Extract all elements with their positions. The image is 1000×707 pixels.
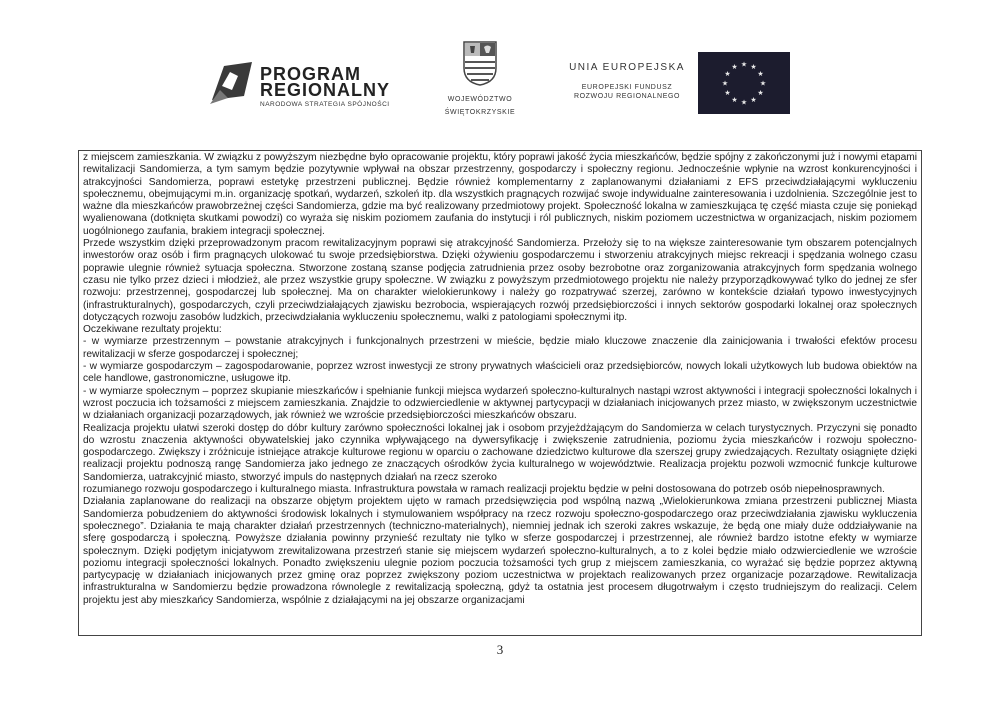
document-text-frame: [78, 150, 922, 636]
eu-star-icon: ★: [757, 89, 764, 97]
eu-star-icon: ★: [724, 89, 731, 97]
page-number: 3: [496, 642, 504, 657]
eu-star-icon: ★: [731, 96, 738, 104]
paragraph: Realizacja projektu ułatwi szeroki dostęp do dóbr kultury zarówno społeczności lokalnej jak i osobom przyjeżdżającym do Sandomierza w celach turystycznych. Przyczyni się ponadto do wzrostu znaczenia aktywności obywatelskiej jako czynnika wpływającego na dywersyfikację i zwiększenie zatrudnienia, poziomu życia mieszkańców i rozwoju społeczno- gospodarczego. Zwiększy i zróżnicuje istniejące atrakcje kulturowe regionu w oparciu o zachowane dziedzictwo kulturowe dla szerszej grupy zwiedzających. Rezultaty osiągnięte dzięki realizacji projektu podnoszą rangę Sandomierza jako jednego ze znaczących ośrodków życia kulturalnego w województwie. Realizacja projektu pozwoli wzmocnić funkcje kulturowe Sandomierza, uatrakcyjnić miasto, stworzyć impuls do następnych działań na rzecz szeroko: [83, 422, 917, 483]
paragraph: - w wymiarze przestrzennym – powstanie atrakcyjnych i funkcjonalnych przestrzeni w mieście, będzie miało kluczowe znaczenie dla zainicjowania i trwałości efektów procesu rewitalizacji w sferze gospodarczej i społecznej;: [83, 336, 917, 360]
eu-star-icon: ★: [740, 60, 748, 69]
eu-star-icon: ★: [721, 79, 729, 88]
program-regionalny-logo-icon: [208, 60, 254, 106]
program-title-line2: REGIONALNY: [260, 80, 391, 100]
eu-star-icon: ★: [759, 79, 767, 88]
eu-fund-line2: ROZWOJU REGIONALNEGO: [573, 93, 681, 100]
paragraph: Działania zaplanowane do realizacji na obszarze objętym projektem ujęto w ramach przedsięwzięcia pod wspólną nazwą „Wielokierunkowa zmiana przestrzeni publicznej Miasta Sandomierza pobudzeniem do aktywności środowisk lokalnych i stymulowaniem współpracy na rzecz rozwoju społeczno-gospodarczego oraz przeciwdziałania zjawisku wykluczenia społecznego”. Działania te mają charakter działań przestrzennych (techniczno-materialnych), niemniej jednak ich szeroki zakres wskazuje, że będą one miały duże oddziaływanie na sferę gospodarczą i społeczną. Powyższe działania powinny przynieść rezultaty nie tylko w sferze gospodarczej i przestrzennej, ale również bardzo istotne efekty w wymiarze społecznym. Dzięki podjętym inicjatywom zrewitalizowana przestrzeń stanie się miejscem wydarzeń społeczno-kulturalnych, a to z kolei będzie miało odzwierciedlenie we wzroście poziomu integracji społeczności lokalnych. Ponadto zwiększeniu ulegnie poziom poczucia tożsamości tych grup z miejscem zamieszkania, co wyrażać się będzie poprzez aktywną partycypację w działaniach inicjowanych przez gminę oraz poprzez zwiększony poziom uczestnictwa w projektach realizowanych przez organizacje pozarządowe. Rewitalizacja infrastrukturalna w Sandomierzu będzie prowadzona równolegle z rewitalizacją społeczną, gdyż ta ostatnia jest procesem długotrwałym i często trudniejszym do realizacji. Celem projektu jest aby mieszkańcy Sandomierza, wspólnie z działającymi na jej obszarze organizacjami: [83, 496, 917, 606]
paragraph: Oczekiwane rezultaty projektu:: [83, 324, 222, 336]
eu-star-icon: ★: [724, 70, 731, 78]
eu-star-icon: ★: [757, 70, 764, 78]
eu-fund-line1: EUROPEJSKI FUNDUSZ: [581, 84, 673, 91]
crest-icon: [462, 40, 498, 86]
paragraph: z miejscem zamieszkania. W związku z powyższym niezbędne było opracowanie projektu, który poprawi jakość życia mieszkańców, będzie spójny z zakończonymi już i nowymi etapami rewitalizacji Sandomierza, a tym samym będzie pozytywnie wpływał na obszar przestrzenny, gospodarczy i społeczny regionu. Jednocześnie wpłynie na wzrost konkurencyjności i atrakcyjności Sandomierza, poprawi estetykę przestrzeni publicznej. Będzie również komplementarny z zaplanowanymi działaniami z EFS przeciwdziałającymi wykluczeniu społecznemu, obejmującymi m.in. organizację spotkań, wydarzeń, szkoleń itp. dla wszystkich pragnących rozwijać swoje indywidualne zainteresowania i uzdolnienia. Szczególnie jest to ważne dla mieszkańców prawobrzeżnej części Sandomierza, gdzie ma być realizowany przedmiotowy projekt. Społeczność lokalna w zamieszkująca tę część miasta czuje się poniekąd wyalienowana (dotknięta skutkami powodzi) co wyraża się niskim poziomem zaufania do instytucji i ról publicznych, niskim poziomem uczestnictwa w organizacjach, niskim poziomem uogólnionego zaufania, brakiem integracji społecznej.: [83, 152, 917, 237]
eu-title: UNIA EUROPEJSKA: [569, 62, 685, 73]
eu-star-icon: ★: [740, 98, 748, 107]
paragraph: Przede wszystkim dzięki przeprowadzonym pracom rewitalizacyjnym poprawi się atrakcyjność Sandomierza. Przełoży się to na większe zainteresowanie tym obszarem potencjalnych inwestorów oraz osób i firm pragnących ulokować tu swoje przedsiębiorstwa. Dzięki ożywieniu gospodarczemu i stworzeniu atrakcyjnych miejsc rekreacji i spędzania wolnego czasu poprawie ulegnie również sytuacja społeczna. Stworzone zostaną szanse podjęcia zatrudnienia przez osoby bezrobotne oraz zorganizowania atrakcyjnych form spędzania wolnego czasu nie tylko przez dzieci i młodzież, ale przez wszystkie grupy społeczne. W związku z powyższym przedmiotowego projektu nie należy przyporządkowywać tylko do jednej ze sfer rozwoju: przestrzennej, gospodarczej lub społecznej. Ma on charakter wielokierunkowy i należy go rozpatrywać szerzej, zarówno w kontekście działań typowo inwestycyjnych (infrastrukturalnych), gospodarczych, czyli przeciwdziałających zjawisku bezrobocia, wspierających rozwój przedsiębiorczości i innych sektorów gospodarki lokalnej oraz społecznych dotyczących rozwoju zasobów ludzkich, przeciwdziałania wykluczeniu społecznemu, walki z patologiami społecznymi itp.: [83, 238, 917, 323]
eu-star-icon: ★: [731, 63, 738, 71]
paragraph: - w wymiarze gospodarczym – zagospodarowanie, poprzez wzrost inwestycji ze strony prywatnych właścicieli oraz przedsiębiorców, nowych lokali użytkowych lub budowa obiektów na cele handlowe, gastronomiczne, usługowe itp.: [83, 361, 917, 385]
program-regionalny-text: [260, 66, 390, 108]
paragraph: rozumianego rozwoju gospodarczego i kulturalnego miasta. Infrastruktura powstała w ramach realizacji projektu będzie w pełni dostosowana do potrzeb osób niepełnosprawnych.: [83, 484, 885, 496]
eu-flag-icon: [698, 52, 790, 114]
eu-star-icon: ★: [750, 63, 757, 71]
eu-text: [568, 62, 686, 101]
logo-header: [0, 0, 1000, 130]
voivodeship-line2: ŚWIĘTOKRZYSKIE: [444, 109, 516, 116]
paragraph: - w wymiarze społecznym – poprzez skupianie mieszkańców i spełnianie funkcji miejsca wydarzeń społeczno-kulturalnych nastąpi wzrost aktywności i integracji społeczności lokalnych i wzrost poczucia ich tożsamości z miejscem zamieszkania. Znajdzie to odzwierciedlenie w aktywnej partycypacji w działaniach inicjowanych przez miasto, w zwiększonym uczestnictwie w działaniach organizacji pozarządowych, jak również we wzroście przedsiębiorczości mieszkańców obszaru.: [83, 385, 917, 422]
program-title-line1: PROGRAM: [260, 64, 361, 84]
program-subtitle: NARODOWA STRATEGIA SPÓJNOŚCI: [260, 101, 390, 108]
eu-star-icon: ★: [750, 96, 757, 104]
voivodeship-emblem: [440, 40, 520, 117]
voivodeship-line1: WOJEWÓDZTWO: [447, 96, 513, 103]
document-body: [79, 151, 921, 607]
